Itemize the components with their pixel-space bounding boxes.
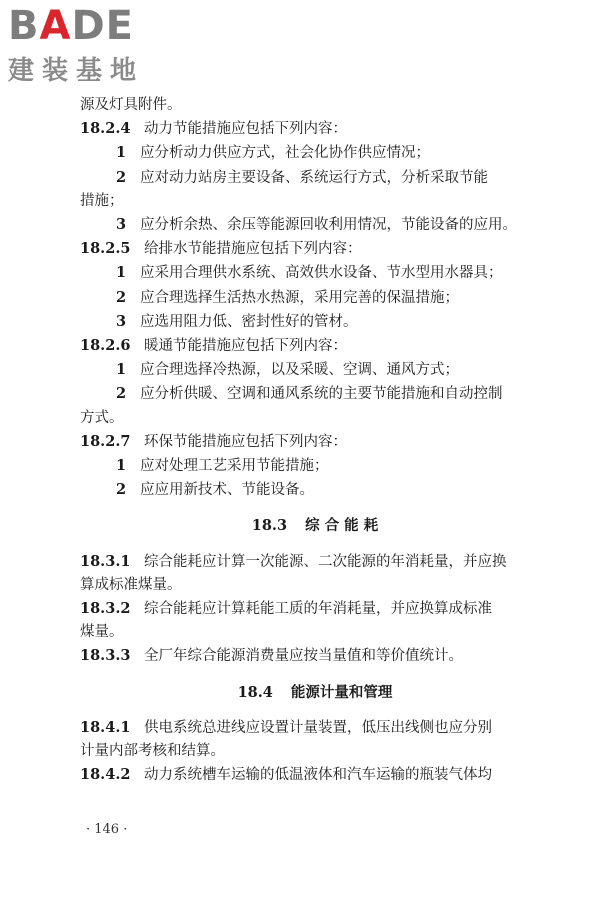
section-heading-18-3: 18.3 综 合 能 耗 bbox=[251, 517, 379, 535]
list-item-continuation: 措施； bbox=[80, 192, 124, 209]
clause-continuation: 煤量。 bbox=[80, 624, 124, 641]
list-item: 1 应对处理工艺采用节能措施； bbox=[116, 457, 329, 475]
list-item: 3 应选用阻力低、密封性好的管材。 bbox=[116, 312, 358, 330]
clause-18-2-5: 18.2.5 给排水节能措施应包括下列内容： bbox=[80, 240, 362, 258]
clause-18-3-2: 18.3.2 综合能耗应计算耗能工质的年消耗量，并应换算成标准 bbox=[80, 600, 492, 618]
logo-chinese-text: 建装基地 bbox=[8, 56, 145, 86]
page-number: · 146 · bbox=[86, 822, 128, 837]
bade-logo bbox=[8, 4, 178, 96]
clause-continuation: 计量内部考核和结算。 bbox=[80, 743, 225, 760]
continuation-text: 源及灯具附件。 bbox=[80, 97, 182, 113]
list-item: 3 应分析余热、余压等能源回收利用情况，节能设备的应用。 bbox=[116, 216, 517, 234]
list-item: 2 应应用新技术、节能设备。 bbox=[116, 481, 314, 499]
list-item: 2 应合理选择生活热水热源，采用完善的保温措施； bbox=[116, 288, 459, 306]
list-item-continuation: 方式。 bbox=[80, 409, 124, 426]
clause-18-2-7: 18.2.7 环保节能措施应包括下列内容： bbox=[80, 432, 347, 450]
list-item: 1 应采用合理供水系统、高效供水设备、节水型用水器具； bbox=[116, 264, 503, 282]
list-item: 2 应分析供暖、空调和通风系统的主要节能措施和自动控制 bbox=[116, 385, 503, 403]
clause-18-2-6: 18.2.6 暖通节能措施应包括下列内容： bbox=[80, 337, 347, 355]
document-body bbox=[80, 94, 550, 787]
list-item: 2 应对动力站房主要设备、系统运行方式，分析采取节能 bbox=[116, 168, 488, 186]
clause-continuation: 算成标准煤量。 bbox=[80, 576, 182, 593]
logo-wordmark: BADE bbox=[8, 3, 134, 49]
list-item: 1 应分析动力供应方式，社会化协作供应情况； bbox=[116, 144, 430, 162]
clause-18-4-1: 18.4.1 供电系统总进线应设置计量装置，低压出线侧也应分别 bbox=[80, 718, 492, 736]
clause-18-3-3: 18.3.3 全厂年综合能源消费量应按当量值和等价值统计。 bbox=[80, 647, 463, 665]
section-heading-18-4: 18.4 能源计量和管理 bbox=[237, 683, 393, 701]
list-item: 1 应合理选择冷热源，以及采暖、空调、通风方式； bbox=[116, 361, 459, 379]
clause-18-4-2: 18.4.2 动力系统槽车运输的低温液体和汽车运输的瓶装气体均 bbox=[80, 766, 492, 784]
clause-18-2-4: 18.2.4 动力节能措施应包括下列内容： bbox=[80, 120, 347, 138]
clause-18-3-1: 18.3.1 综合能耗应计算一次能源、二次能源的年消耗量，并应换 bbox=[80, 552, 507, 570]
